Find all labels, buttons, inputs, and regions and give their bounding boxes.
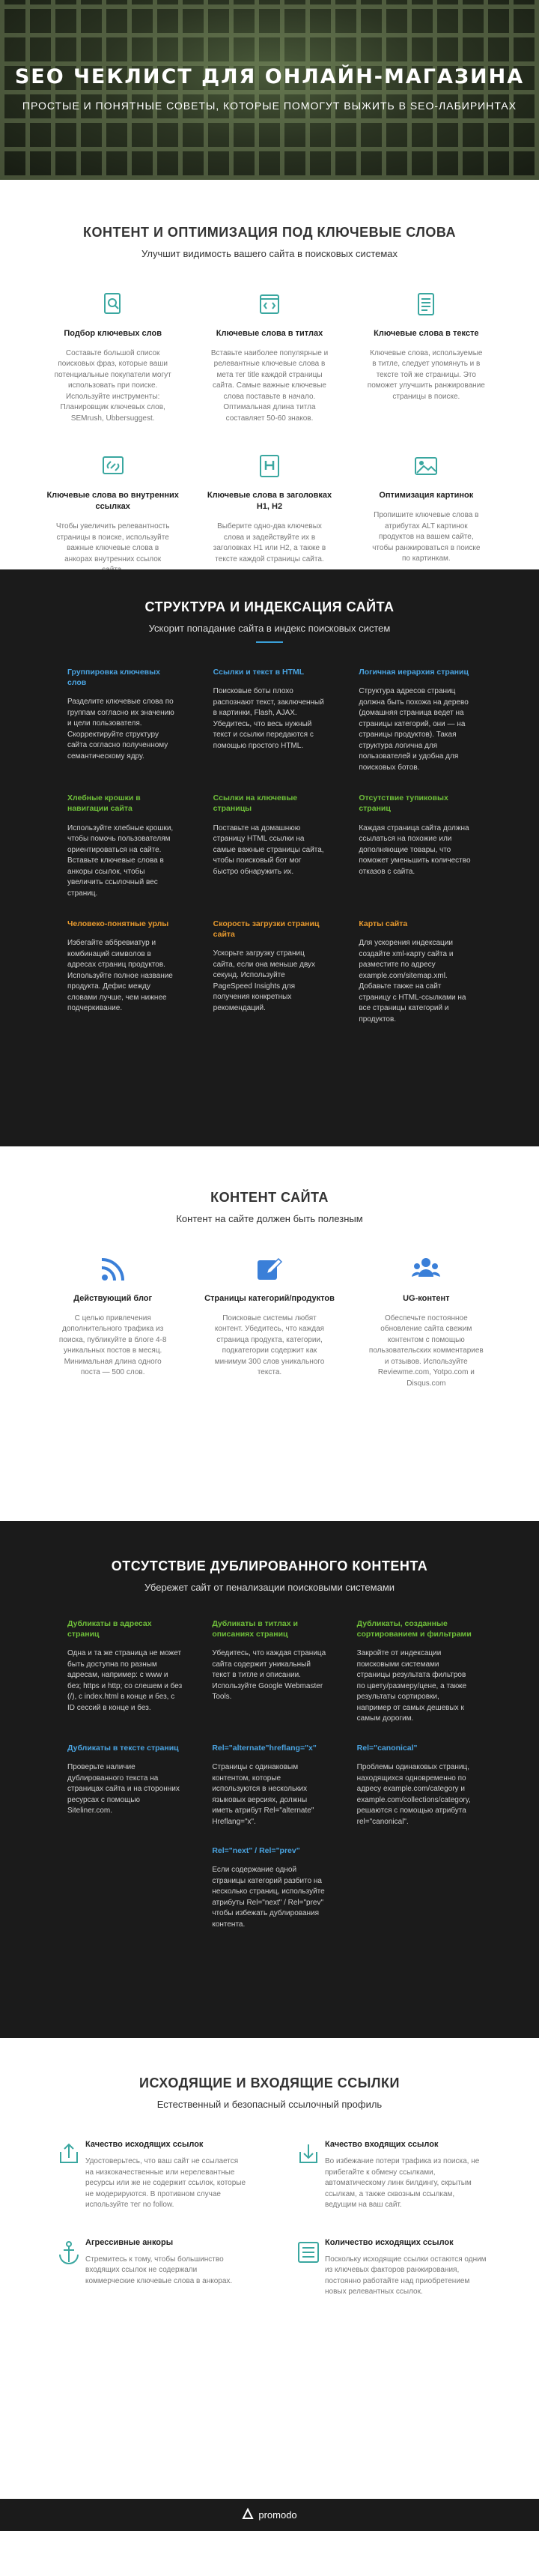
list-icon xyxy=(292,2238,325,2298)
card-outbound-count: Количество исходящих ссылок Поскольку исходящие ссылки остаются одним из ключевых факторов ранжирования, постоянно работайте над приобретением новых релевантных ссылок. xyxy=(292,2238,487,2298)
card-page-speed: Скорость загрузки страниц сайта Ускорьте загрузку страниц сайта, если она меньше двух секунд. Используйте PageSpeed Insights для получения конкретных рекомендаций. xyxy=(213,919,320,1012)
edit-icon xyxy=(255,1254,284,1284)
section-subtitle: Естественный и безопасный ссылочный профиль xyxy=(156,2099,383,2110)
card-canonical: Rel="canonical" Проблемы одинаковых страниц, находящихся одновременно по адресу example.com/category и example.com/collections/category, решаются с помощью атрибута rel="canonical". xyxy=(356,1743,471,1826)
card-keywords-in-titles: Ключевые слова в титлах Вставьте наиболее популярные и релевантные ключевые слова в мета тег title каждой страницы сайта. Самые важные ключевые слова поставьте в начало. Оптимальная длина титла составляет 50-60 знаков. xyxy=(201,289,337,424)
card-page-hierarchy: Логичная иерархия страниц Структура адресов страниц должна быть похожа на дерево (домашняя страница ведет на страницы категорий, они — на страницы продуктов). Такая структура логична для пользователей и удобна для поисковых ботов. xyxy=(359,668,469,772)
card-next-prev: Rel="next" / Rel="prev" Если содержание одной страницы категорий разбито на несколько страниц, используйте атрибуты Rel="next" / Rel="prev" чтобы избежать дублирования контента. xyxy=(212,1846,325,1929)
section-title: КОНТЕНТ И ОПТИМИЗАЦИЯ ПОД КЛЮЧЕВЫЕ СЛОВА xyxy=(82,225,457,240)
card-html-links: Ссылки и текст в HTML Поисковые боты плохо распознают текст, заключенный в картинки, Flash, AJAX. Убедитесь, что весь нужный текст и ссылки передаются с помощью простого HTML. xyxy=(213,668,324,750)
hero-banner xyxy=(0,0,539,180)
divider xyxy=(256,641,283,643)
section-title: СТРУКТУРА И ИНДЕКСАЦИЯ САЙТА xyxy=(144,599,395,614)
card-keyword-research: Подбор ключевых слов Составьте большой список поисковых фраз, которые ваши потенциальные покупатели могут использовать при поиске. Используйте инструменты: Планировщик ключевых слов, SEMrush, Ubbersuggest. xyxy=(45,289,180,424)
card-breadcrumbs: Хлебные крошки в навигации сайта Используйте хлебные крошки, чтобы помочь пользователям ориентироваться на сайте. Вставьте ключевые слова в анкоры ссылок, чтобы увеличить ссылочный вес страниц. xyxy=(67,793,174,898)
section-subtitle: Убережет сайт от пенализации поисковыми системами xyxy=(144,1582,395,1593)
card-no-dead-ends: Отсутствие тупиковых страниц Каждая страница сайта должна ссылаться на похожие или дополняющие товары, что поможет уменьшить количество отказов с сайта. xyxy=(359,793,471,876)
card-key-page-links: Ссылки на ключевые страницы Поставьте на домашнюю страницу HTML ссылки на самые важные страницы сайта, чтобы поисковый бот мог быстро обнаружить их. xyxy=(213,793,324,876)
card-outbound-quality: Качество исходящих ссылок Удостоверьтесь, что ваш сайт не ссылается на низкокачественные или нерелевантные ресурсы или же не содержит ссылок, которые не модерируются. В противном случае используйте тег no follow. xyxy=(52,2140,247,2211)
page-subtitle: ПРОСТЫЕ И ПОНЯТНЫЕ СОВЕТЫ, КОТОРЫЕ ПОМОГУТ ВЫЖИТЬ В SEO-ЛАБИРИНТАХ xyxy=(22,99,517,112)
text-document-icon xyxy=(411,289,441,319)
page-title: SEO ЧЕКЛИСТ ДЛЯ ОНЛАЙН-МАГАЗИНА xyxy=(14,65,525,88)
card-keyword-grouping: Группировка ключевых слов Разделите ключевые слова по группам согласно их значению и цели пользователя. Скорректируйте структуру сайта согласно полученному семантическому ядру. xyxy=(67,668,174,761)
card-sitemaps: Карты сайта Для ускорения индексации создайте xml-карту сайта и разместите по адресу example.com/sitemap.xml. Добавьте также на сайт страницу с HTML-ссылками на все страницы категорий и продуктов. xyxy=(359,919,466,1024)
section-subtitle: Улучшит видимость вашего сайта в поисковых системах xyxy=(141,248,398,259)
card-image-optimization: Оптимизация картинок Пропишите ключевые слова в атрибутах ALT картинок продуктов на вашем сайте, чтобы ранжироваться в поиске по картинкам. xyxy=(359,451,494,575)
card-filter-duplicates: Дубликаты, созданные сортированием и фильтрами Закройте от индексации поисковыми системами страницы результата фильтров по цвету/размеру/цене, а также результаты сортировки, например от самых дешевых к самым дорогим. xyxy=(356,1619,472,1723)
section-duplicate-content xyxy=(0,1521,539,2038)
section-title: КОНТЕНТ САЙТА xyxy=(210,1190,329,1205)
section-title: ИСХОДЯЩИЕ И ВХОДЯЩИЕ ССЫЛКИ xyxy=(139,2075,400,2090)
section-subtitle: Контент на сайте должен быть полезным xyxy=(176,1213,363,1224)
card-category-pages: Страницы категорий/продуктов Поисковые системы любят контент. Убедитесь, что каждая страница продукта, категории, подкатегории содержит как минимум 300 слов уникального текста. xyxy=(201,1254,337,1389)
anchor-icon xyxy=(52,2238,85,2298)
card-internal-links: Ключевые слова во внутренних ссылках Чтобы увеличить релевантность страницы в поиске, используйте важные ключевые слова в анкорах внутренних ссылок xyxy=(45,451,180,575)
promodo-logo-icon xyxy=(242,2508,254,2522)
card-friendly-urls: Человеко-понятные урлы Избегайте аббревиатур и комбинаций символов в адресах страниц продуктов. Используйте полное название продукта. Дефис между словами лучше, чем нижнее подчеркивание. xyxy=(67,919,173,1013)
card-hreflang: Rel="alternate"hreflang="x" Страницы с одинаковым контентом, которые используются в нескольких языковых версиях, должны иметь атрибут Rel="alternate" Hreflang="x". xyxy=(212,1743,317,1826)
section-links xyxy=(0,2038,539,2499)
outbound-link-icon xyxy=(52,2140,85,2211)
card-text-duplicates: Дубликаты в тексте страниц Проверьте наличие дублированного текста на страницах сайта и на сторонних ресурсах с помощью Siteliner.com. xyxy=(67,1743,180,1815)
card-keywords-in-text: Ключевые слова в тексте Ключевые слова, используемые в титле, следует упомянуть и в тексте той же страницы. Это поможет улучшить ранжирование страницы в поиске. xyxy=(359,289,494,424)
section-content-optimization xyxy=(0,180,539,569)
card-url-duplicates: Дубликаты в адресах страниц Одна и та же страница не может быть доступна по разным адресам, например: с www и без; https и http; со слешем и без (/), с index.html в конце и без, с ID сессий в конце и без. xyxy=(67,1619,183,1712)
link-icon xyxy=(98,451,128,481)
section-structure-indexing xyxy=(0,569,539,1146)
card-keywords-in-headings: Ключевые слова в заголовках H1, H2 Выберите одно-два ключевых слова и задействуйте их в заголовках H1 или H2, а также в тексте каждой страницы сайта. xyxy=(201,451,337,575)
inbound-link-icon xyxy=(292,2140,325,2211)
card-inbound-quality: Качество входящих ссылок Во избежание потери трафика из поиска, не прибегайте к обмену ссылками, автоматическому линк билдингу, скрытым ссылкам, а также сквозным ссылкам, ведущим на ваш сайт. xyxy=(292,2140,487,2211)
section-site-content xyxy=(0,1146,539,1521)
document-search-icon xyxy=(98,289,128,319)
section-subtitle: Ускорит попадание сайта в индекс поисковых систем xyxy=(148,623,391,634)
users-icon xyxy=(411,1254,441,1284)
card-aggressive-anchors: Агрессивные анкоры Стремитесь к тому, чтобы большинство входящих ссылок не содержали коммерческие ключевые слова в анкорах. xyxy=(52,2238,247,2298)
section-title: ОТСУТСТВИЕ ДУБЛИРОВАННОГО КОНТЕНТА xyxy=(111,1558,428,1573)
brand-name[interactable]: promodo xyxy=(258,2509,297,2521)
footer xyxy=(0,2499,539,2531)
heading-icon xyxy=(255,451,284,481)
rss-icon xyxy=(98,1254,128,1284)
card-blog: Действующий блог С целью привлечения дополнительного трафика из поиска, публикуйте в блоге 4-8 уникальных постов в месяц. Минимальная длина одного поста — 500 слов. xyxy=(45,1254,180,1389)
card-ug-content: UG-контент Обеспечьте постоянное обновление сайта свежим контентом с помощью пользовательских комментариев и отзывов. Используйте Reviewme.com, Yotpo.com и Disqus.com xyxy=(359,1254,494,1389)
image-icon xyxy=(411,451,441,481)
card-title-duplicates: Дубликаты в титлах и описаниях страниц Убедитесь, что каждая страница сайта содержит уникальный текст в титле и описании. Используйте Google Webmaster Tools. xyxy=(212,1619,326,1702)
code-document-icon xyxy=(255,289,284,319)
